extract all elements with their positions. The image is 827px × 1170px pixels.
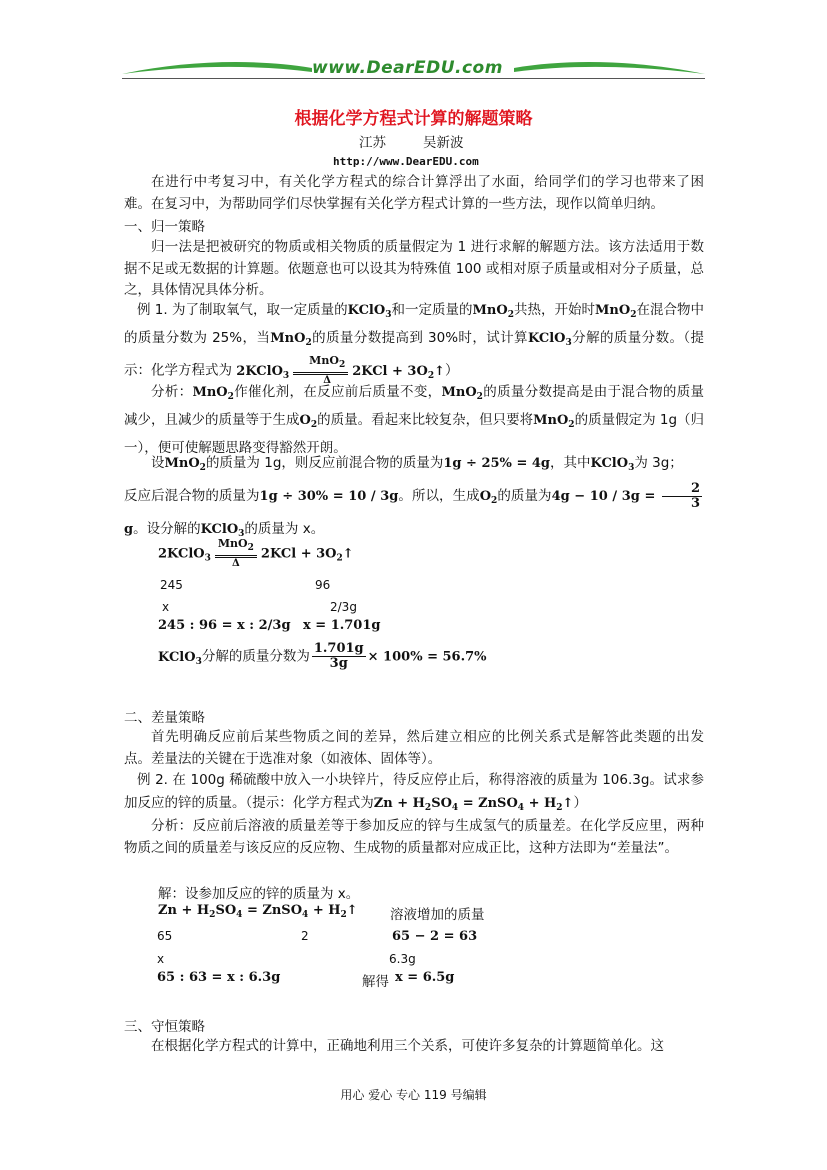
section2-heading: 二、差量策略 [124,710,205,726]
section2-description: 首先明确反应前后某些物质之间的差异，然后建立相应的比例关系式是解答此类题的出发点。差量法的关键在于选准对象（如液体、固体等）。 [124,729,704,767]
site-name: www.DearEDU.com [312,58,503,78]
unknown-x-2: x [157,952,165,966]
result-x-1: x = 1.701g [303,618,381,633]
author-name: 吴新波 [423,135,464,151]
equation2-solution: $Zn + H_2SO_4$ = ZnSO$_4$ + $H_2↑$ [158,903,358,920]
solution2-intro: 解：设参加反应的锌的质量为 x。 [158,886,360,902]
section3-heading: 三、守恒策略 [124,1019,205,1035]
equation1-solution: 2KClO$_3$ MnO$_2$ Δ $2KCl + 3O_2↑$ [158,537,354,569]
header-rule [122,78,705,79]
intro-paragraph: 在进行中考复习中，有关化学方程式的综合计算浮出了水面，给同学们的学习也带来了困难。在复习中，为帮助同学们尽快掌握有关化学方程式计算的一些方法，现作以简单归纳。 [124,174,704,212]
mass-2-3g: 2/3g [330,600,357,614]
equation-kclo3: 2KClO$_3$ MnO$_2$ Δ $2KCl + 3O_2↑$ [236,354,445,386]
mass-2: 2 [301,929,309,943]
solution-increase-label: 溶液增加的质量 [390,907,485,923]
section3-description: 在根据化学方程式的计算中，正确地利用三个关系，可使许多复杂的计算题简单化。这 [151,1038,664,1054]
author-region: 江苏 [359,135,386,151]
mass-245: 245 [160,578,183,592]
section1-heading: 一、归一策略 [124,219,205,235]
page-footer: 用心 爱心 专心 119 号编辑 [340,1088,487,1102]
mass-6-3g: 6.3g [389,952,416,966]
result-fraction-1: KClO$_3$分解的质量分数为 $\frac{1.701g}{3g}$ × 100% = 56.7% [158,641,487,671]
section1-description: 归一法是把被研究的物质或相关物质的质量假定为 1 进行求解的解题方法。该方法适用于数据不足或无数据的计算题。依题意也可以设其为特殊值 100 或相对原子质量或相对分子质量，总之，具体情况具体分析。 [124,239,704,298]
mass-65: 65 [157,929,173,943]
source-url: http://www.DearEDU.com [333,155,479,168]
analysis1-paragraph: 分析：MnO$_2$作催化剂，在反应前后质量不变，MnO$_2$的质量分数提高是由于混合物的质量减少，且减少的质量等于生成$O_2$的质量。看起来比较复杂，但只要将MnO$_2$的质量假定为 1g（归一），便可使解题思路变得豁然开朗。 [124,384,705,456]
result-x-2: x = 6.5g [395,970,455,985]
example1-paragraph: 例 1. 为了制取氧气，取一定质量的KClO$_3$和一定质量的MnO$_2$共热，开始时MnO$_2$在混合物中的质量分数为 25%，当MnO$_2$的质量分数提高到 30%时，试计算KClO$_3$分解的质量分数。（提示：化学方程式为 2KClO$_3$ MnO$_2$ Δ $2KCl + 3O_2↑$） [124,302,705,386]
mass-diff-63: 65 − 2 = 63 [392,929,478,944]
unknown-x: x [162,600,170,614]
mass-96: 96 [315,578,331,592]
example2-paragraph: 例 2. 在 100g 稀硫酸中放入一小块锌片，待反应停止后，称得溶液的质量为 106.3g。试求参加反应的锌的质量。（提示：化学方程式为$Zn + H_2SO_4$ = ZnSO$_4$ + $H_2↑$） [124,772,704,813]
setup1-paragraph: 设MnO$_2$的质量为 1g，则反应前混合物的质量为1g ÷ 25% = 4g，其中KClO$_3$为 3g； 反应后混合物的质量为1g ÷ 30% = 10 / 3g。所以，生成$O_2$的质量为4g − 10 / 3g = $\frac{2}{3}$ g。设分解的KClO$_3$的质量为 x。 [124,455,700,539]
proportion-1: 245 : 96 = x : 2/3g [158,618,291,633]
analysis2-paragraph: 分析：反应前后溶液的质量差等于参加反应的锌与生成氢气的质量差。在化学反应里，两种物质之间的质量差与该反应的反应物、生成物的质量都对应成正比，这种方法即为“差量法”。 [124,818,704,856]
page-title: 根据化学方程式计算的解题策略 [294,109,533,129]
proportion-2: 65 : 63 = x : 6.3g [157,970,281,985]
solve-label: 解得 [362,974,389,990]
